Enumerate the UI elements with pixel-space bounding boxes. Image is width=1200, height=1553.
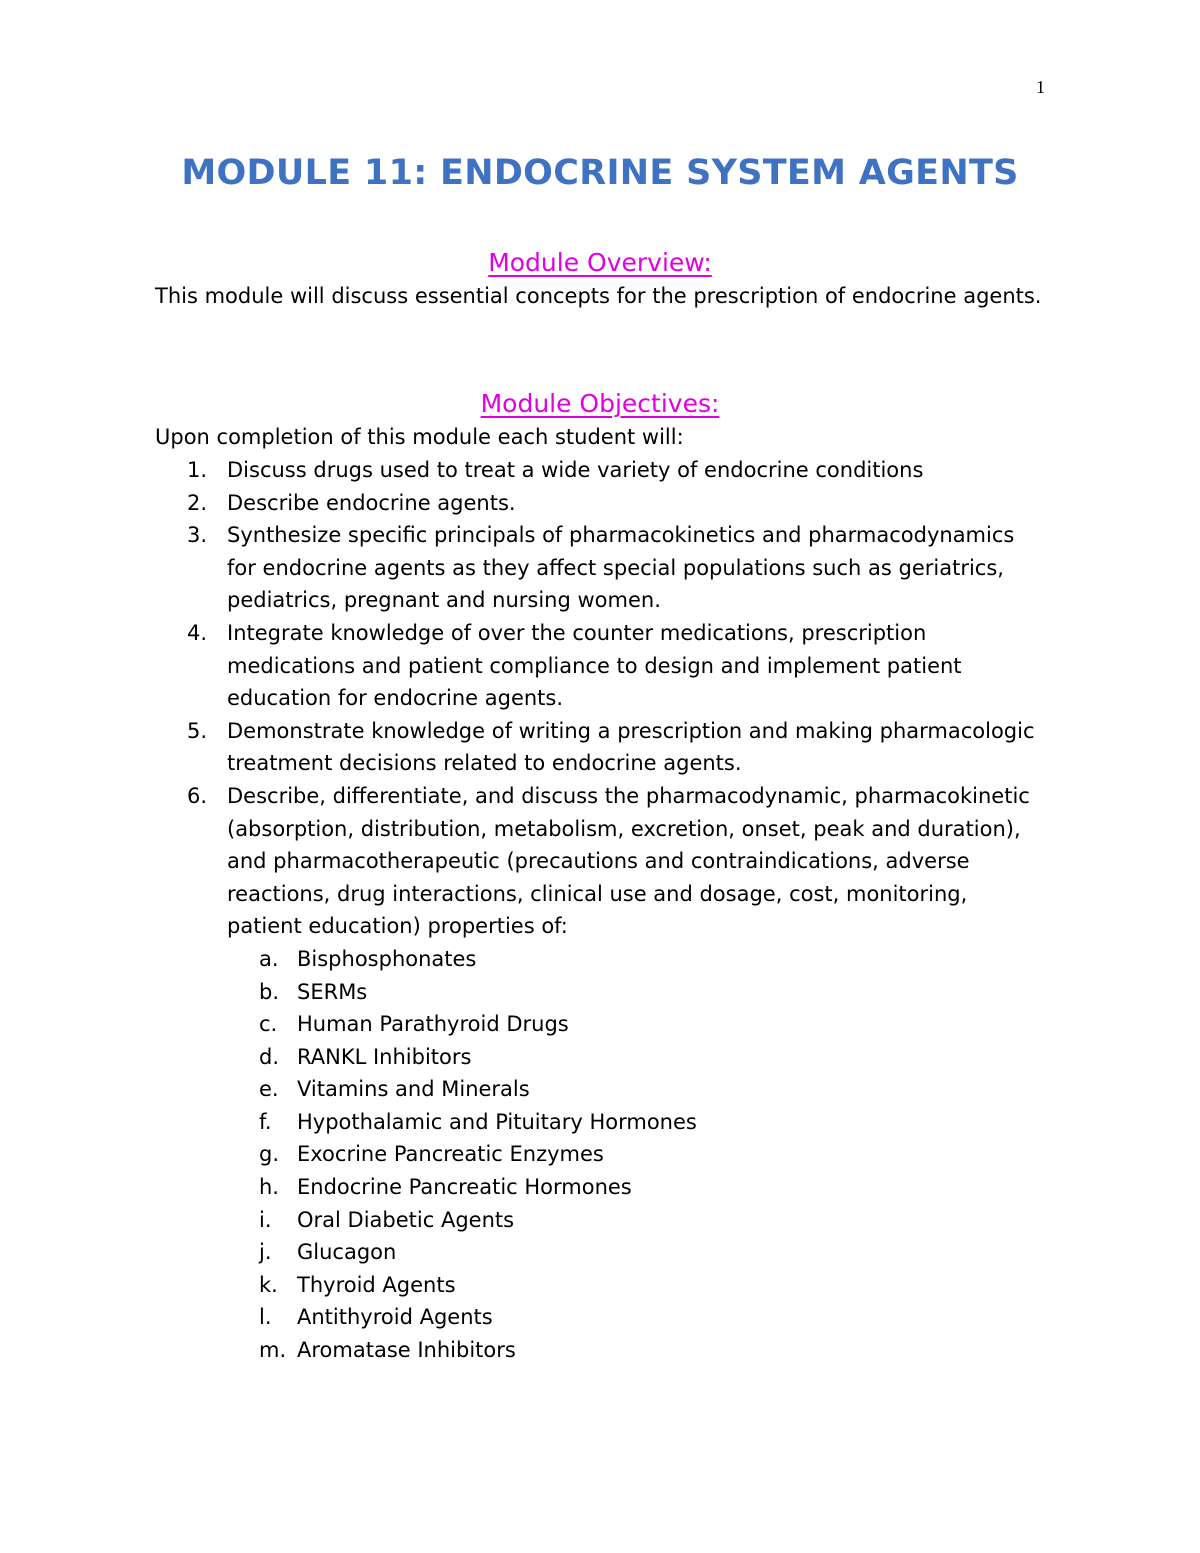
drug-class-item bbox=[227, 1041, 1045, 1074]
objectives-intro: Upon completion of this module each student will: bbox=[155, 425, 684, 449]
objective-item bbox=[155, 487, 1045, 520]
objective-item bbox=[155, 715, 1045, 780]
objectives-list bbox=[155, 454, 1045, 1367]
overview-heading: Module Overview: bbox=[488, 248, 712, 277]
drug-class-item bbox=[227, 1269, 1045, 1302]
objective-text: Integrate knowledge of over the counter medications, prescription medications and patient compliance to design and implement patient education for endocrine agents. bbox=[227, 620, 962, 711]
objective-text: Synthesize specific principals of pharmacokinetics and pharmacodynamics for endocrine agents as they affect special populations such as geriatrics, pediatrics, pregnant and nursing women. bbox=[227, 523, 1015, 613]
drug-class-name: Glucagon bbox=[297, 1240, 397, 1265]
drug-class-letter: k. bbox=[259, 1272, 278, 1297]
drug-class-letter: e. bbox=[259, 1077, 279, 1102]
drug-class-item bbox=[227, 1301, 1045, 1334]
objective-text: Demonstrate knowledge of writing a prescription and making pharmacologic treatment decisions related to endocrine agents. bbox=[227, 718, 1035, 776]
objective-number: 2. bbox=[187, 490, 208, 515]
drug-class-name: SERMs bbox=[297, 979, 368, 1004]
drug-class-name: Bisphosphonates bbox=[297, 946, 477, 971]
drug-class-letter: l. bbox=[259, 1305, 272, 1330]
drug-class-letter: i. bbox=[259, 1207, 272, 1232]
objective-text: Describe endocrine agents. bbox=[227, 490, 516, 515]
objective-text: Discuss drugs used to treat a wide variety of endocrine conditions bbox=[227, 458, 924, 482]
drug-class-name: Human Parathyroid Drugs bbox=[297, 1012, 569, 1037]
objective-number: 1. bbox=[187, 458, 208, 482]
drug-class-letter: h. bbox=[259, 1175, 279, 1200]
drug-class-name: Exocrine Pancreatic Enzymes bbox=[297, 1142, 604, 1167]
drug-class-item bbox=[227, 1334, 1045, 1367]
drug-class-item bbox=[227, 1204, 1045, 1237]
drug-class-list bbox=[227, 943, 1045, 1367]
drug-class-name: Vitamins and Minerals bbox=[297, 1077, 530, 1102]
drug-class-letter: j. bbox=[259, 1240, 272, 1265]
drug-class-item bbox=[227, 1106, 1045, 1139]
drug-class-item bbox=[227, 1171, 1045, 1204]
drug-class-letter: c. bbox=[259, 1012, 278, 1037]
overview-text: This module will discuss essential concepts for the prescription of endocrine agents. bbox=[155, 284, 1042, 308]
drug-class-name: Oral Diabetic Agents bbox=[297, 1207, 515, 1232]
objective-item bbox=[155, 617, 1045, 715]
objective-number: 3. bbox=[187, 523, 208, 548]
drug-class-letter: f. bbox=[259, 1109, 272, 1134]
objective-number: 5. bbox=[187, 718, 208, 743]
drug-class-name: Antithyroid Agents bbox=[297, 1305, 493, 1330]
drug-class-item bbox=[227, 1138, 1045, 1171]
objective-number: 4. bbox=[187, 620, 208, 645]
drug-class-item bbox=[227, 1236, 1045, 1269]
drug-class-letter: d. bbox=[259, 1044, 280, 1069]
page-number: 1 bbox=[1036, 77, 1045, 97]
drug-class-letter: g. bbox=[259, 1142, 280, 1167]
drug-class-name: Endocrine Pancreatic Hormones bbox=[297, 1175, 632, 1200]
page-title: MODULE 11: ENDOCRINE SYSTEM AGENTS bbox=[181, 153, 1019, 193]
objective-text: Describe, differentiate, and discuss the pharmacodynamic, pharmacokinetic (absorption, distribution, metabolism, excretion, onset, peak and duration), and pharmacotherapeutic (precautions and contraindications, adverse reactions, drug interactions, clinical use and dosage, cost, monitoring, patient education) properties of: bbox=[227, 783, 1030, 939]
drug-class-item bbox=[227, 1073, 1045, 1106]
drug-class-item bbox=[227, 943, 1045, 976]
objective-item bbox=[155, 780, 1045, 1367]
drug-class-name: Hypothalamic and Pituitary Hormones bbox=[297, 1109, 697, 1134]
objective-number: 6. bbox=[187, 783, 208, 808]
objective-item bbox=[155, 519, 1045, 617]
drug-class-name: Thyroid Agents bbox=[297, 1272, 456, 1297]
objective-item bbox=[155, 454, 1045, 487]
drug-class-item bbox=[227, 976, 1045, 1009]
drug-class-item bbox=[227, 1008, 1045, 1041]
objectives-heading: Module Objectives: bbox=[480, 389, 720, 418]
drug-class-name: RANKL Inhibitors bbox=[297, 1044, 472, 1069]
drug-class-letter: b. bbox=[259, 979, 280, 1004]
drug-class-name: Aromatase Inhibitors bbox=[297, 1338, 516, 1363]
drug-class-letter: a. bbox=[259, 946, 279, 971]
drug-class-letter: m. bbox=[259, 1338, 287, 1363]
